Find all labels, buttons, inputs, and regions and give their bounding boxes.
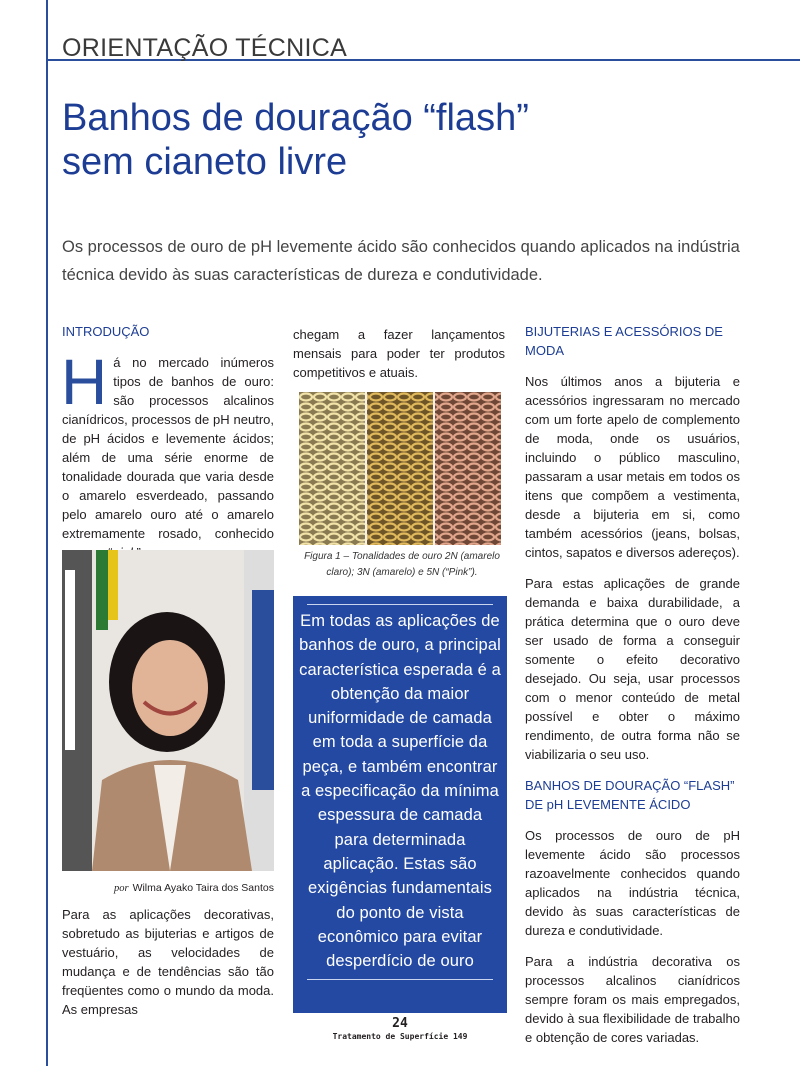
- article-title-line1: Banhos de douração “flash”: [62, 97, 529, 139]
- column-1-continued: [62, 905, 274, 1019]
- column-3: [525, 322, 740, 1047]
- intro-heading: INTRODUÇÃO: [62, 324, 150, 339]
- article-lead: Os processos de ouro de pH levemente ácido são conhecidos quando aplicados na indústria técnica devido às suas características de dureza e condutividade.: [62, 238, 740, 284]
- article-title-line2: sem cianeto livre: [62, 141, 348, 183]
- pull-quote-text: Em todas as aplicações de banhos de ouro, a principal característica esperada é a obtenção da maior uniformidade de camada em toda a superfície da peça, e também encontrar a especificação da mínima espessura de camada para determinada aplicação. Estas são exigências fundamentais do ponto de vista econômico para evitar desperdício de ouro: [299, 612, 501, 971]
- author-credit: [62, 882, 274, 894]
- column2-paragraph: chegam a fazer lançamentos mensais para poder ter produtos competitivos e atuais.: [293, 327, 505, 380]
- column-2: [293, 325, 505, 382]
- pull-quote-rule-bottom: [307, 979, 493, 980]
- page-number: 24: [392, 1016, 408, 1031]
- author-name: Wilma Ayako Taira dos Santos: [132, 882, 274, 894]
- article-title: [62, 96, 762, 184]
- drop-cap: H: [61, 346, 108, 418]
- intro-text: á no mercado inúmeros tipos de banhos de ouro: são processos alcalinos cianídricos, processos de pH neutro, de pH ácidos e levemente ácidos; além de uma série enorme de tonalidade dourada que varia desde o amarelo esverdeado, passando pelo amarelo ouro até o amarelo extremamente rosado, conhecido: [62, 355, 274, 541]
- author-photo: [62, 550, 274, 871]
- pull-quote: [293, 596, 507, 1013]
- section-label: ORIENTAÇÃO TÉCNICA: [62, 34, 348, 62]
- author-prefix: por: [113, 883, 129, 894]
- pull-quote-rule-top: [307, 604, 493, 605]
- flash-paragraph-2: Para a indústria decorativa os processos alcalinos cianídricos sempre foram os mais empregados, devido à sua flexibilidade de trabalho e obtenção de cores variadas.: [525, 954, 740, 1045]
- gold-chains-illustration: [299, 392, 501, 545]
- author-photo-illustration: [62, 550, 274, 871]
- bijuterias-heading: BIJUTERIAS E ACESSÓRIOS DE MODA: [525, 324, 723, 358]
- flash-heading: BANHOS DE DOURAÇÃO “FLASH” DE pH LEVEMENTE ÁCIDO: [525, 778, 735, 812]
- figure-caption: Figura 1 – Tonalidades de ouro 2N (amarelo claro); 3N (amarelo) e 5N (“Pink”).: [304, 551, 500, 578]
- figure-gold-chains: [299, 392, 501, 545]
- publication-name: Tratamento de Superfície 149: [332, 1032, 468, 1041]
- left-rule: [46, 0, 48, 1066]
- bijuterias-paragraph-1: Nos últimos anos a bijuteria e acessórios ingressaram no mercado com um forte apelo de complemento de moda, onde os usuários, incluindo o público masculino, passaram a usar metais em todos os itens que compõem a vestimenta, desde a bijuteria em si, como também acessórios (jeans, bolsas, cintos, sapatos e diversos adereços).: [525, 374, 740, 560]
- flash-paragraph-1: Os processos de ouro de pH levemente ácido são processos razoavelmente conhecidos quando aplicados na indústria técnica, devido às suas características de dureza e condutividade.: [525, 828, 740, 938]
- intro-paragraph-2: Para as aplicações decorativas, sobretudo as bijuterias e artigos de vestuário, as velocidades de mudança e de tendências são tão freqüentes como o mundo da moda. As empresas: [62, 907, 274, 1017]
- column-1: [62, 322, 274, 562]
- intro-paragraph: [61, 346, 274, 562]
- bijuterias-paragraph-2: Para estas aplicações de grande demanda e baixa durabilidade, a prática determina que o ouro deve ser usado de forma a conseguir somente o efeito decorativo desejado. Ou seja, usar processos com o menor conteúdo de metal possível e obter o máximo rendimento, de outra forma não se viabilizaria o seu uso.: [525, 576, 740, 762]
